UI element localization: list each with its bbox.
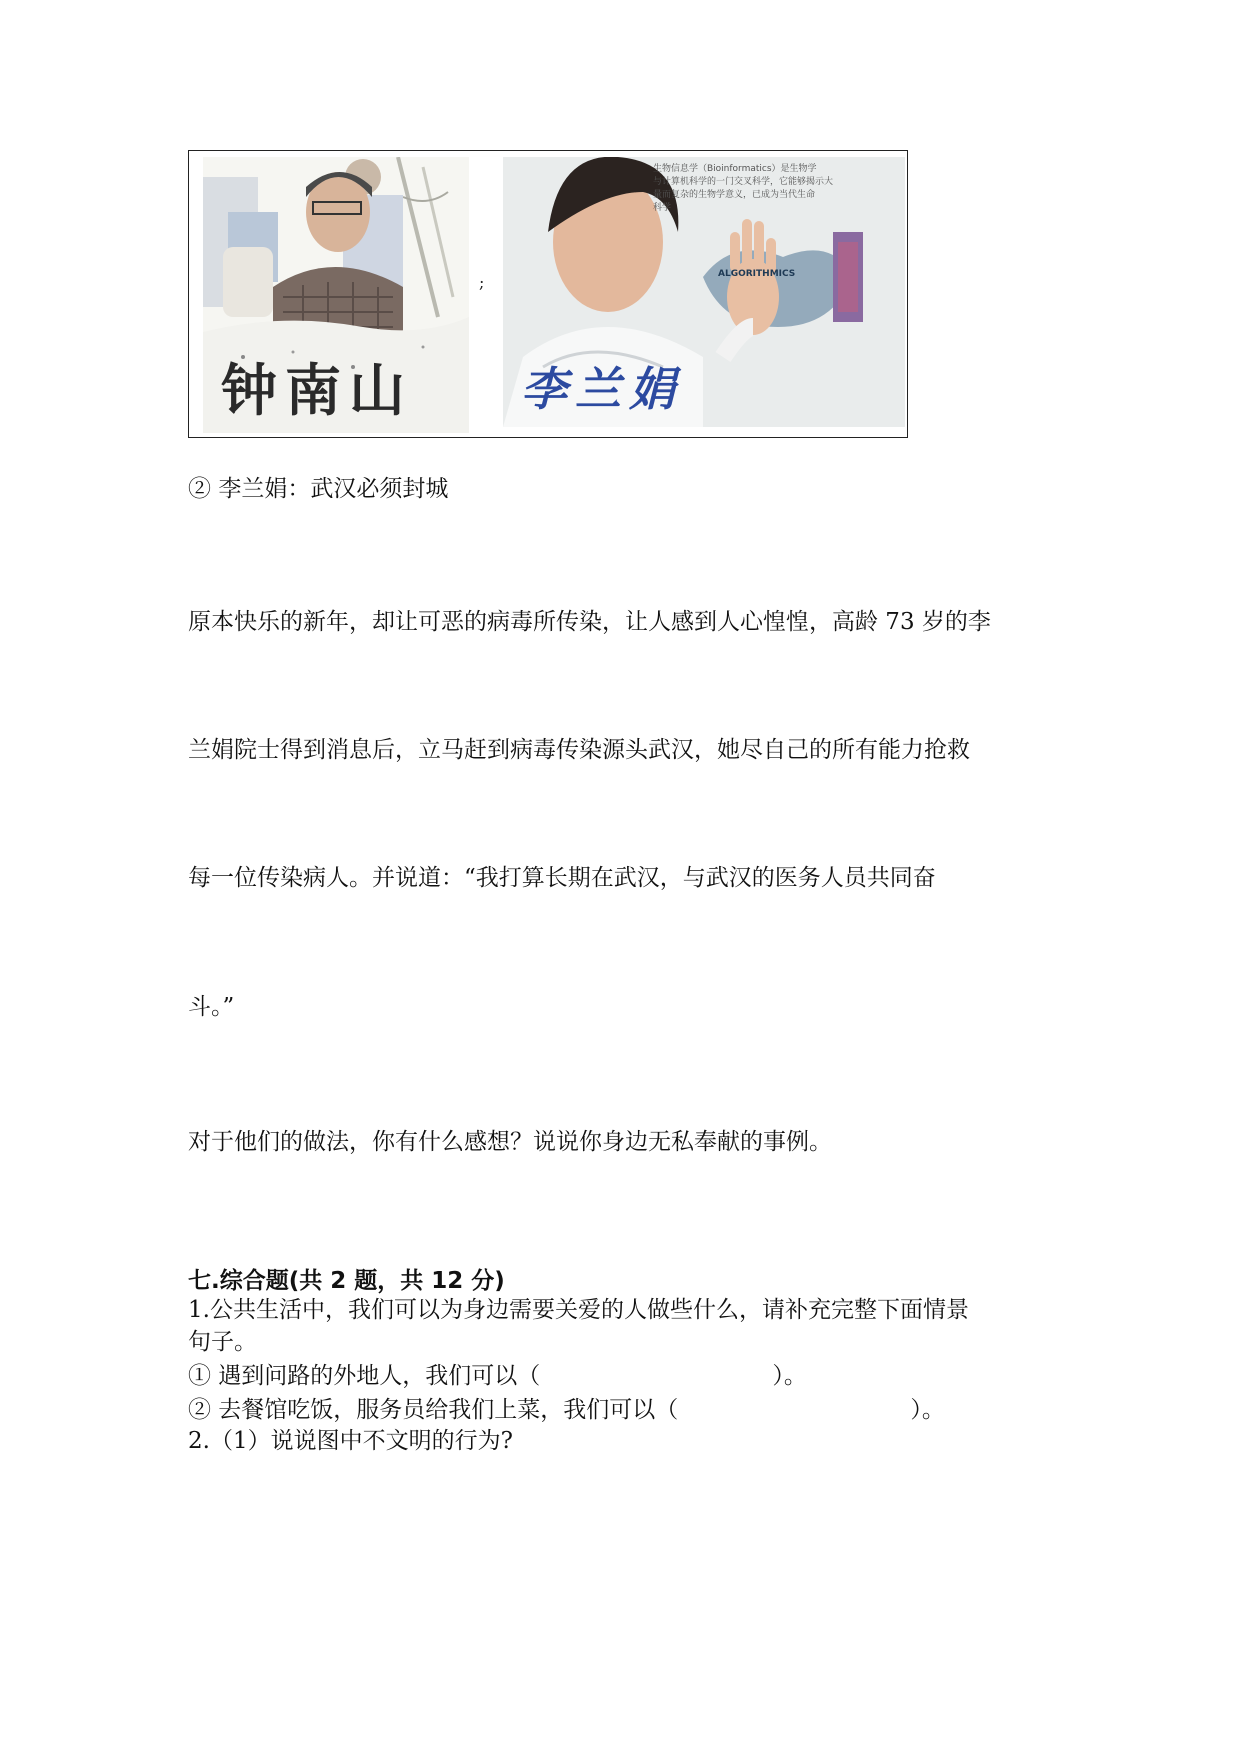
- question-2: 2.（1）说说图中不文明的行为?: [188, 1428, 513, 1454]
- answer-blank-a[interactable]: [540, 1359, 772, 1383]
- item-a-suffix: ）。: [772, 1363, 807, 1389]
- photo-li-lanjuan: [503, 157, 905, 427]
- item-b-prefix: ② 去餐馆吃饭，服务员给我们上菜，我们可以（: [188, 1397, 679, 1423]
- item-a-prefix: ① 遇到问路的外地人，我们可以（: [188, 1363, 541, 1389]
- separator-mark: ;: [479, 273, 485, 292]
- question-1-item-a: [188, 1359, 807, 1391]
- board-line: 科学: [653, 203, 672, 213]
- paragraph-line: 斗。”: [188, 994, 235, 1020]
- section-title: 七.综合题(共 2 题，共 12 分): [188, 1268, 505, 1294]
- item-quote: 武汉必须封城: [310, 476, 449, 502]
- caption-zhong-nanshan: 钟南山: [221, 359, 413, 424]
- board-word: ALGORITHMICS: [718, 269, 796, 279]
- paragraph-line: 原本快乐的新年，却让可恶的病毒所传染，让人感到人心惶惶，高龄 73 岁的李: [188, 609, 991, 635]
- item-b-suffix: ）。: [910, 1397, 945, 1423]
- item-name: 李兰娟：: [218, 476, 311, 502]
- question-1-line-1: 1.公共生活中，我们可以为身边需要关爱的人做些什么，请补充完整下面情景: [188, 1297, 969, 1323]
- reflection-question: 对于他们的做法，你有什么感想？说说你身边无私奉献的事例。: [188, 1129, 832, 1155]
- caption-li-lanjuan: 李兰娟: [521, 362, 683, 416]
- board-line: 生物信息学（Bioinformatics）是生物学: [653, 164, 817, 174]
- item-marker: ②: [188, 476, 211, 502]
- question-1-line-2: 句子。: [188, 1329, 257, 1355]
- paragraph-line: 兰娟院士得到消息后，立马赶到病毒传染源头武汉，她尽自己的所有能力抢救: [188, 737, 970, 763]
- board-line: 与计算机科学的一门交叉科学，它能够揭示大: [653, 177, 834, 187]
- board-line: 量而复杂的生物学意义，已成为当代生命: [653, 190, 816, 200]
- photo-figure: [188, 150, 908, 438]
- item-li-lanjuan-quote: [188, 474, 448, 504]
- answer-blank-b[interactable]: [678, 1393, 910, 1417]
- photo-zhong-nanshan: [203, 157, 469, 433]
- paragraph-line: 每一位传染病人。并说道：“我打算长期在武汉，与武汉的医务人员共同奋: [188, 865, 936, 891]
- question-1-item-b: [188, 1393, 945, 1425]
- board-text: [653, 163, 833, 215]
